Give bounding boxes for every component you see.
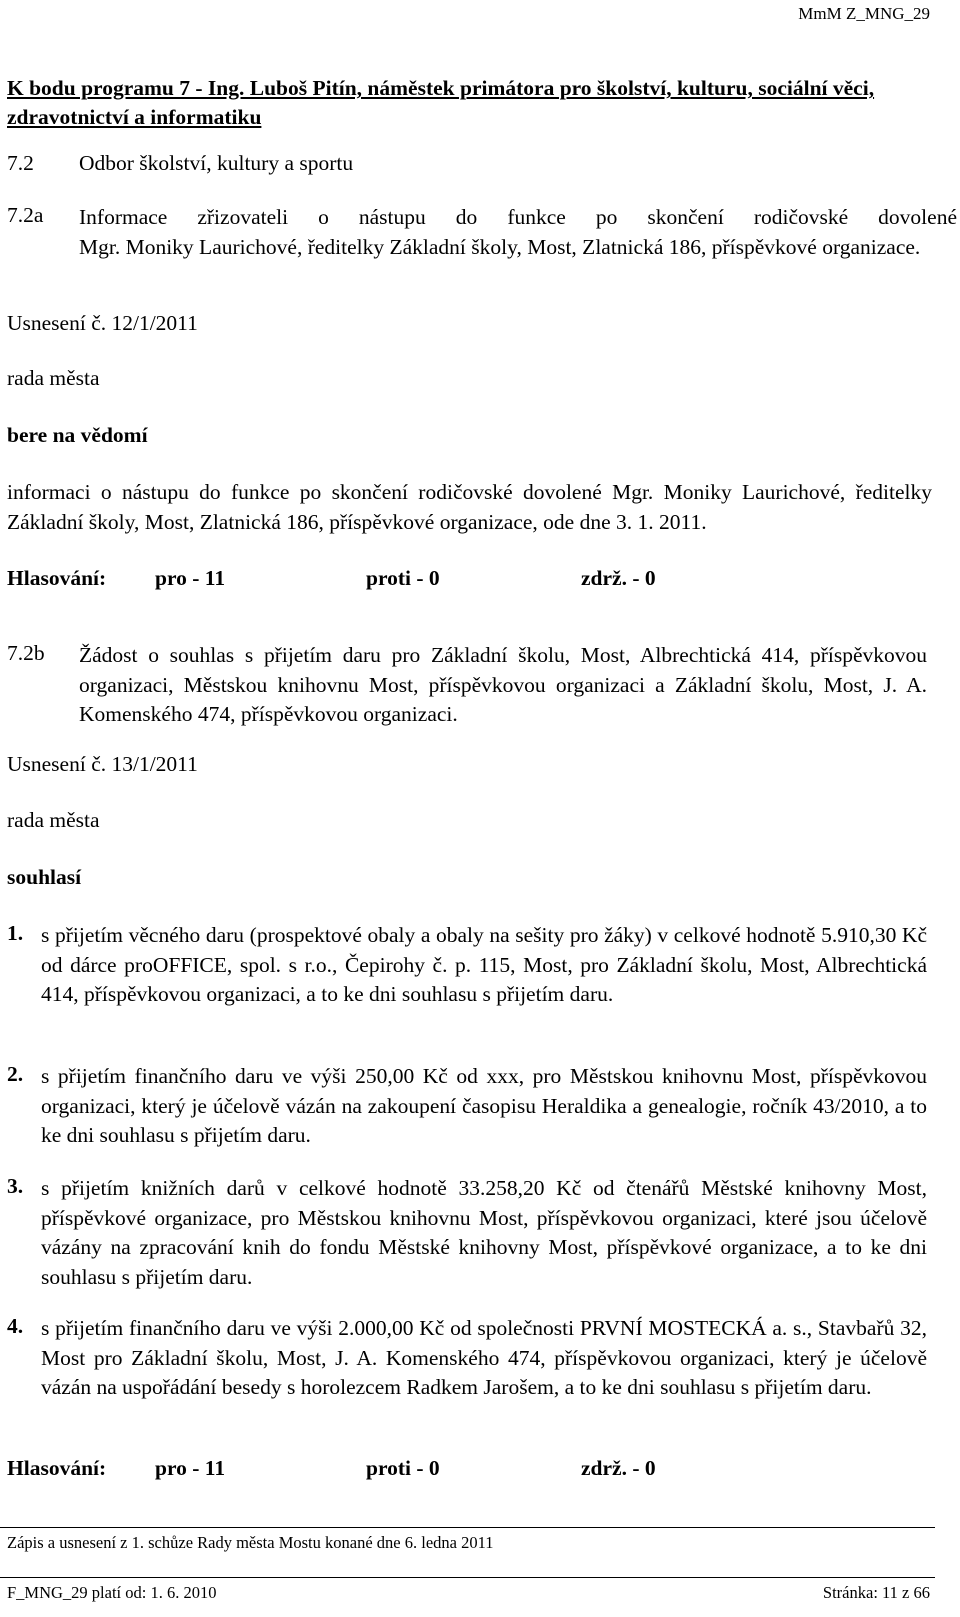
footer-page-number: Stránka: 11 z 66 <box>822 1583 930 1602</box>
point-4-number: 4. <box>7 1314 24 1338</box>
item-a-body: rada města <box>7 366 100 390</box>
vote-zdrz: zdrž. - 0 <box>581 566 656 590</box>
footer-divider <box>0 1527 935 1528</box>
item-b-vote <box>7 1456 707 1486</box>
item-a-title-line1: Informace zřizovateli o nástupu do funkce po skončení rodičovské dovolené <box>79 205 957 229</box>
vote-zdrz: zdrž. - 0 <box>581 1456 656 1480</box>
item-a-title-rest: Mgr. Moniky Laurichové, ředitelky Základní školy, Most, Zlatnická 186, příspěvkové organizace. <box>79 234 921 259</box>
item-b-number: 7.2b <box>7 641 45 665</box>
point-2-text: s přijetím finančního daru ve výši 250,00 Kč od xxx, pro Městskou knihovnu Most, příspěvkovou organizaci, který je účelově vázán na zakoupení časopisu Heraldika a genealogie, ročník 43/2010, a to ke dni souhlasu s přijetím daru. <box>41 1064 927 1147</box>
item-b-body: rada města <box>7 808 100 832</box>
item-b-resolution: Usnesení č. 13/1/2011 <box>7 752 198 776</box>
item-a-verb: bere na vědomí <box>7 423 148 447</box>
item-a-number: 7.2a <box>7 203 44 227</box>
point-3-text: s přijetím knižních darů v celkové hodnotě 33.258,20 Kč od čtenářů Městské knihovny Most, příspěvkové organizace, pro Městskou knihovnu Most, příspěvkovou organizaci, které jsou účelově vázány na zpracování knih do fondu Městské knihovny Most, příspěvkové organizace, a to ke dni souhlasu s přijetím daru. <box>41 1176 927 1289</box>
point-1-text: s přijetím věcného daru (prospektové obaly a obaly na sešity pro žáky) v celkové hodnotě 5.910,30 Kč od dárce proOFFICE, spol. s r.o., Čepirohy č. p. 115, Most, pro Základní školu, Most, Albrechtická 414, příspěvkovou organizaci, a to ke dni souhlasu s přijetím daru. <box>41 923 927 1006</box>
item-a-resolution: Usnesení č. 12/1/2011 <box>7 311 198 335</box>
vote-label: Hlasování: <box>7 1456 107 1480</box>
section-number: 7.2 <box>7 151 34 175</box>
item-a-vote <box>7 566 707 596</box>
point-1-number: 1. <box>7 921 24 945</box>
section-title: Odbor školství, kultury a sportu <box>79 151 354 175</box>
item-a-text: informaci o nástupu do funkce po skončení rodičovské dovolené Mgr. Moniky Laurichové, ředitelky Základní školy, Most, Zlatnická 186, příspěvkové organizace, ode dne 3. 1. 2011. <box>7 480 932 534</box>
point-4-text: s přijetím finančního daru ve výši 2.000,00 Kč od společnosti PRVNÍ MOSTECKÁ a. s., Stavbařů 32, Most pro Základní školu, Most, J. A. Komenského 474, příspěvkovou organizaci, který je účelově vázán na uspořádání besedy s horolezcem Radkem Jarošem, a to ke dni souhlasu s přijetím daru. <box>41 1316 927 1399</box>
footer-divider-bottom <box>0 1577 935 1578</box>
item-b-verb: souhlasí <box>7 865 82 889</box>
vote-pro: pro - 11 <box>155 1456 226 1480</box>
point-3-number: 3. <box>7 1174 24 1198</box>
item-b-title: Žádost o souhlas s přijetím daru pro Základní školu, Most, Albrechtická 414, příspěvkovou organizaci, Městskou knihovnu Most, příspěvkovou organizaci a Základní školu, Most, J. A. Komenského 474, příspěvkovou organizaci. <box>79 643 927 726</box>
item-a-title <box>79 203 957 262</box>
vote-label: Hlasování: <box>7 566 107 590</box>
point-2-number: 2. <box>7 1062 24 1086</box>
vote-proti: proti - 0 <box>366 566 440 590</box>
footer-form-code: F_MNG_29 platí od: 1. 6. 2010 <box>7 1583 217 1602</box>
vote-proti: proti - 0 <box>366 1456 440 1480</box>
agenda-heading: K bodu programu 7 - Ing. Luboš Pitín, náměstek primátora pro školství, kulturu, sociální věci, zdravotnictví a informatiku <box>7 76 875 129</box>
vote-pro: pro - 11 <box>155 566 226 590</box>
footer-title: Zápis a usnesení z 1. schůze Rady města Mostu konané dne 6. ledna 2011 <box>7 1533 494 1552</box>
document-code: MmM Z_MNG_29 <box>798 4 930 23</box>
